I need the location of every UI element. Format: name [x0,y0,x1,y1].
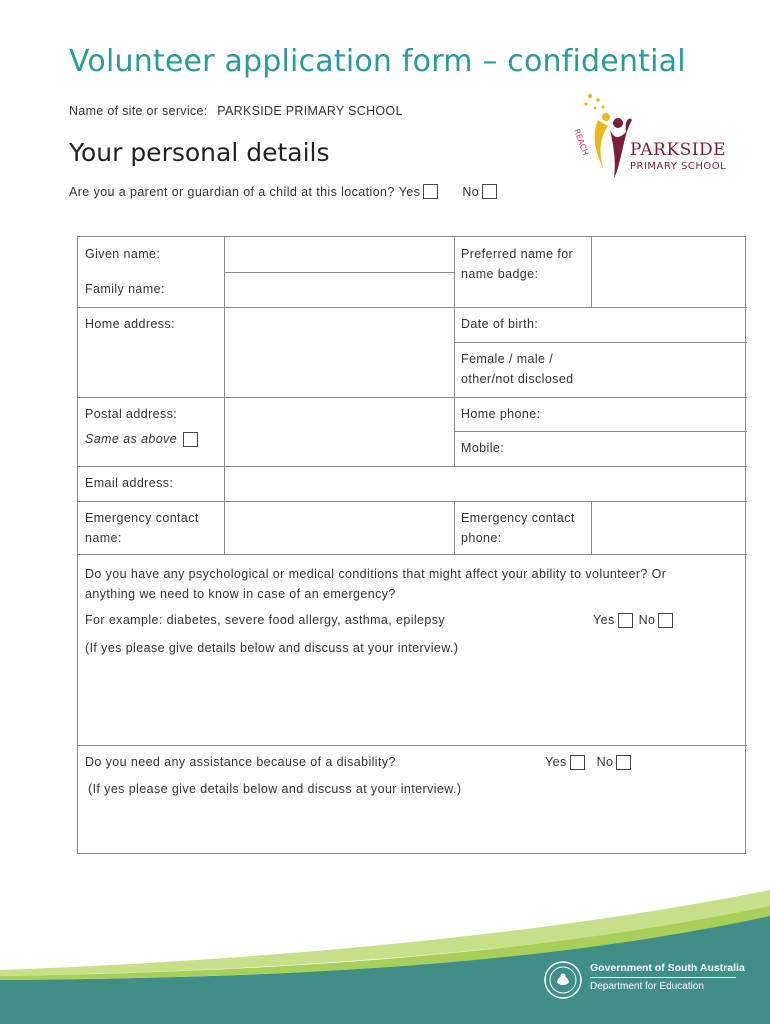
home-phone-label: Home phone: [461,407,541,421]
postal-address-field[interactable] [224,397,454,466]
given-name-label: Given name: [85,247,161,261]
government-branding [590,962,745,992]
medical-yes-checkbox[interactable] [618,613,633,628]
medical-no-checkbox[interactable] [658,613,673,628]
parent-no-label: No [462,184,480,199]
same-as-above-row [78,427,224,456]
home-address-field[interactable] [224,307,454,397]
logo-name-line1: PARKSIDE [630,140,727,160]
logo-side-text: REACH [572,127,590,157]
disability-note: (If yes please give details below and discuss at your interview.) [88,782,462,796]
medical-example: For example: diabetes, severe food allergy, asthma, epilepsy [85,613,446,627]
preferred-name-label: Preferred name for name badge: [461,247,574,281]
gov-line2: Department for Education [590,981,704,992]
family-name-field[interactable] [224,272,454,307]
dob-label: Date of birth: [461,317,539,331]
medical-question: Do you have any psychological or medical conditions that might affect your ability to volunteer? Or anything we need to know in case of an emergency? [85,567,667,601]
parent-question-row [69,184,497,199]
same-as-above-label: Same as above [85,432,178,446]
postal-address-label: Postal address: [85,407,178,421]
site-value: PARKSIDE PRIMARY SCHOOL [217,104,403,118]
disability-no-checkbox[interactable] [616,755,631,770]
given-name-field[interactable] [224,237,454,272]
personal-details-form [77,236,746,854]
home-address-label: Home address: [85,317,175,331]
logo-name-line2: PRIMARY SCHOOL [630,161,727,172]
medical-yes-label: Yes [593,613,615,627]
emergency-phone-label: Emergency contact phone: [461,511,575,545]
school-logo-figure-icon [568,90,638,185]
medical-details-field[interactable] [78,657,747,743]
emergency-phone-field[interactable] [591,501,747,554]
disability-question: Do you need any assistance because of a disability? [85,755,396,769]
disability-details-field[interactable] [78,797,747,853]
gender-label: Female / male / other/not disclosed [461,352,574,386]
email-label: Email address: [85,476,174,490]
section-title: Your personal details [69,138,330,167]
site-label: Name of site or service: [69,104,208,118]
form-title: Volunteer application form – confidential [69,44,686,79]
footer-wave-graphic [0,880,770,1024]
same-as-above-checkbox[interactable] [183,432,198,447]
site-line [69,104,403,118]
disability-yes-checkbox[interactable] [570,755,585,770]
school-logo [568,90,738,185]
parent-yes-label: Yes [398,184,421,199]
email-field[interactable] [224,466,747,501]
mobile-label: Mobile: [461,441,505,455]
parent-no-checkbox[interactable] [482,184,497,199]
disability-no-label: No [596,755,614,769]
family-name-label: Family name: [85,282,165,296]
emergency-name-label: Emergency contact name: [85,511,199,545]
parent-question-text: Are you a parent or guardian of a child at this location? [69,184,395,199]
medical-note: (If yes please give details below and discuss at your interview.) [85,641,459,655]
sa-government-seal-icon [543,960,583,1000]
medical-no-label: No [638,613,656,627]
preferred-name-field[interactable] [591,237,747,307]
parent-yes-checkbox[interactable] [423,184,438,199]
disability-yes-label: Yes [545,755,567,769]
gov-line1: Government of South Australia [590,962,745,974]
emergency-name-field[interactable] [224,501,454,554]
